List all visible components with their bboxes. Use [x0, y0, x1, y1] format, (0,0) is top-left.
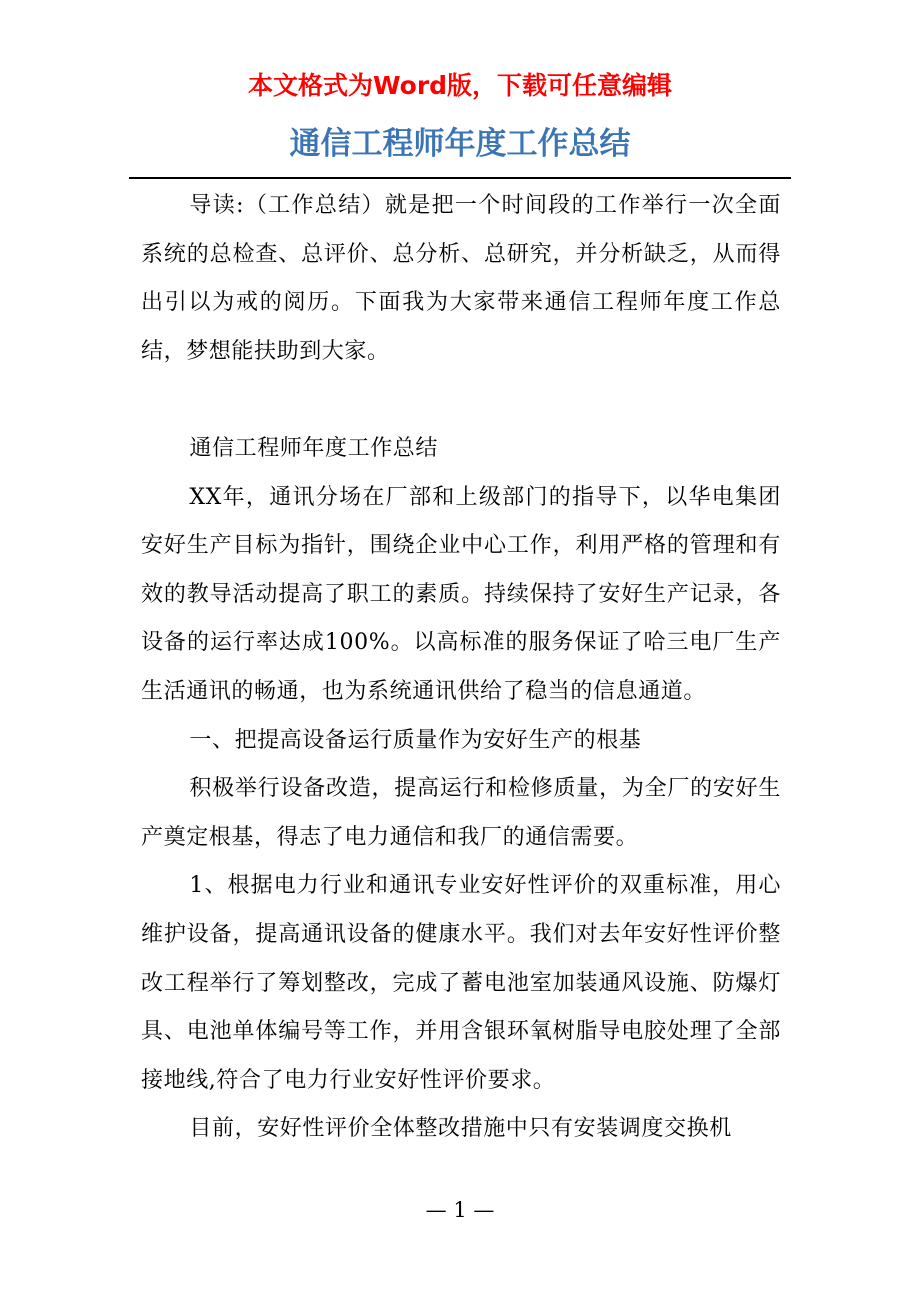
- list-item-1: 1、根据电力行业和通讯专业安好性评价的双重标准，用心维护设备，提高通讯设备的健康水平。我们对去年安好性评价整改工程举行了筹划整改，完成了蓄电池室加装通风设施、防爆灯具、电池单体编号等工作，并用含银环氧树脂导电胶处理了全部接地线,符合了电力行业安好性评价要求。: [141, 873, 781, 1093]
- title-divider: [129, 177, 791, 179]
- intro-paragraph: 导读:（工作总结）就是把一个时间段的工作举行一次全面系统的总检查、总评价、总分析、总研究，并分析缺乏，从而得出引以为戒的阅历。下面我为大家带来通信工程师年度工作总结，梦想能扶助到大家。: [141, 193, 781, 364]
- body-paragraph: XX年，通讯分场在厂部和上级部门的指导下，以华电集团安好生产目标为指针，围绕企业中心工作，利用严格的管理和有效的教导活动提高了职工的素质。持续保持了安好生产记录，各设备的运行率达成100%。以高标准的服务保证了哈三电厂生产生活通讯的畅通，也为系统通讯供给了稳当的信息通道。: [141, 484, 781, 704]
- section-heading: 通信工程师年度工作总结: [189, 435, 438, 461]
- page-number: — 1 —: [425, 1198, 495, 1222]
- body-paragraph: 目前，安好性评价全体整改措施中只有安装调度交换机: [189, 1116, 732, 1142]
- document-title: 通信工程师年度工作总结: [289, 126, 631, 162]
- document-body: [141, 182, 781, 1154]
- body-paragraph: 积极举行设备改造，提高运行和检修质量，为全厂的安好生产奠定根基，得志了电力通信和我厂的通信需要。: [141, 776, 781, 850]
- subheading-1: 一、把提高设备运行质量作为安好生产的根基: [189, 727, 642, 753]
- download-banner: 本文格式为Word版，下载可任意编辑: [247, 71, 673, 100]
